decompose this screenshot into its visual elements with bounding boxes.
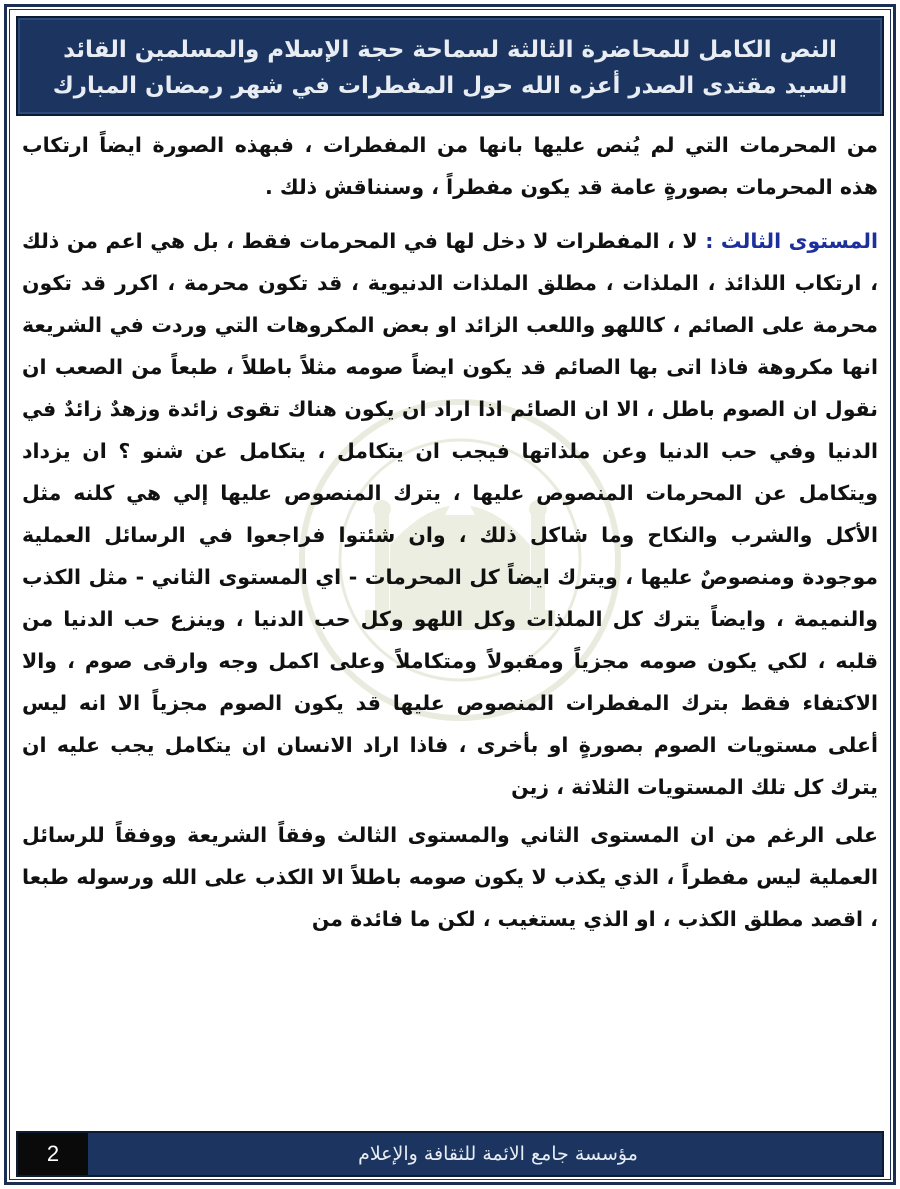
paragraph-1: من المحرمات التي لم يُنص عليها بانها من المفطرات ، فبهذه الصورة ايضاً ارتكاب هذه المحرمات بصورةٍ عامة قد يكون مفطراً ، وسنناقش ذلك . [22, 133, 878, 199]
footer-bar [16, 1131, 884, 1177]
lecture-title-banner [16, 16, 884, 116]
lecture-body [22, 124, 878, 952]
paragraph-3: على الرغم من ان المستوى الثاني والمستوى الثالث وفقاً الشريعة ووفقاً للرسائل العملية ليس مفطراً ، الذي يكذب لا يكون صومه باطلاً الا الكذب على الله ورسوله طبعا ، اقصد مطلق الكذب ، او الذي يستغيب ، لكن ما فائدة من [22, 823, 878, 931]
page-number: 2 [18, 1133, 88, 1175]
third-level-heading: المستوى الثالث : [705, 229, 879, 253]
title-line-1: النص الكامل للمحاضرة الثالثة لسماحة حجة الإسلام والمسلمين القائد [63, 37, 837, 63]
paragraph-2-text: لا ، المفطرات لا دخل لها في المحرمات فقط ، بل هي اعم من ذلك ، ارتكاب اللذائذ ، الملذات ، مطلق الملذات الدنيوية ، قد تكون محرمة ، اكرر قد تكون محرمة على الصائم ، كاللهو واللعب الزائد او بعض المكروهات التي وردت في الشريعة انها مكروهة فاذا اتى بها الصائم قد يكون ايضاً صومه مثلاً باطلاً ، طبعاً من الصعب ان نقول ان الصوم باطل ، الا ان الصائم اذا اراد ان يكون هناك تقوى زائدة وزهدٌ زائدٌ في الدنيا وفي حب الدنيا وعن ملذاتها فيجب ان يتكامل ، يتكامل عن شنو ؟ ان يزداد ويتكامل عن المحرمات المنصوص عليها ، يترك المنصوص عليها إلي هي كلنه مثل الأكل والشرب والنكاح وما شاكل ذلك ، وان شئتوا فراجعوا في الرسائل العملية موجودة ومنصوصٌ عليها ، ويترك ايضاً كل المحرمات - اي المستوى الثاني - مثل الكذب والنميمة ، وايضاً يترك كل الملذات وكل اللهو وكل حب الدنيا ، وينزع حب الدنيا من قلبه ، لكي يكون صومه مجزياً ومقبولاً ومتكاملاً وعلى اكمل وجه وارقى صوم ، والا الاكتفاء فقط بترك المفطرات المنصوص عليها قد يكون الصوم مجزياً الا انه ليس أعلى مستويات الصوم بصورةٍ او بأخرى ، فاذا اراد الانسان ان يتكامل يجب عليه ان يترك كل تلك المستويات الثلاثة ، زين [22, 229, 878, 799]
footer-publisher: مؤسسة جامع الائمة للثقافة والإعلام [358, 1143, 638, 1165]
paragraph-2 [22, 220, 878, 808]
title-line-2: السيد مقتدى الصدر أعزه الله حول المفطرات في شهر رمضان المبارك [52, 73, 848, 99]
